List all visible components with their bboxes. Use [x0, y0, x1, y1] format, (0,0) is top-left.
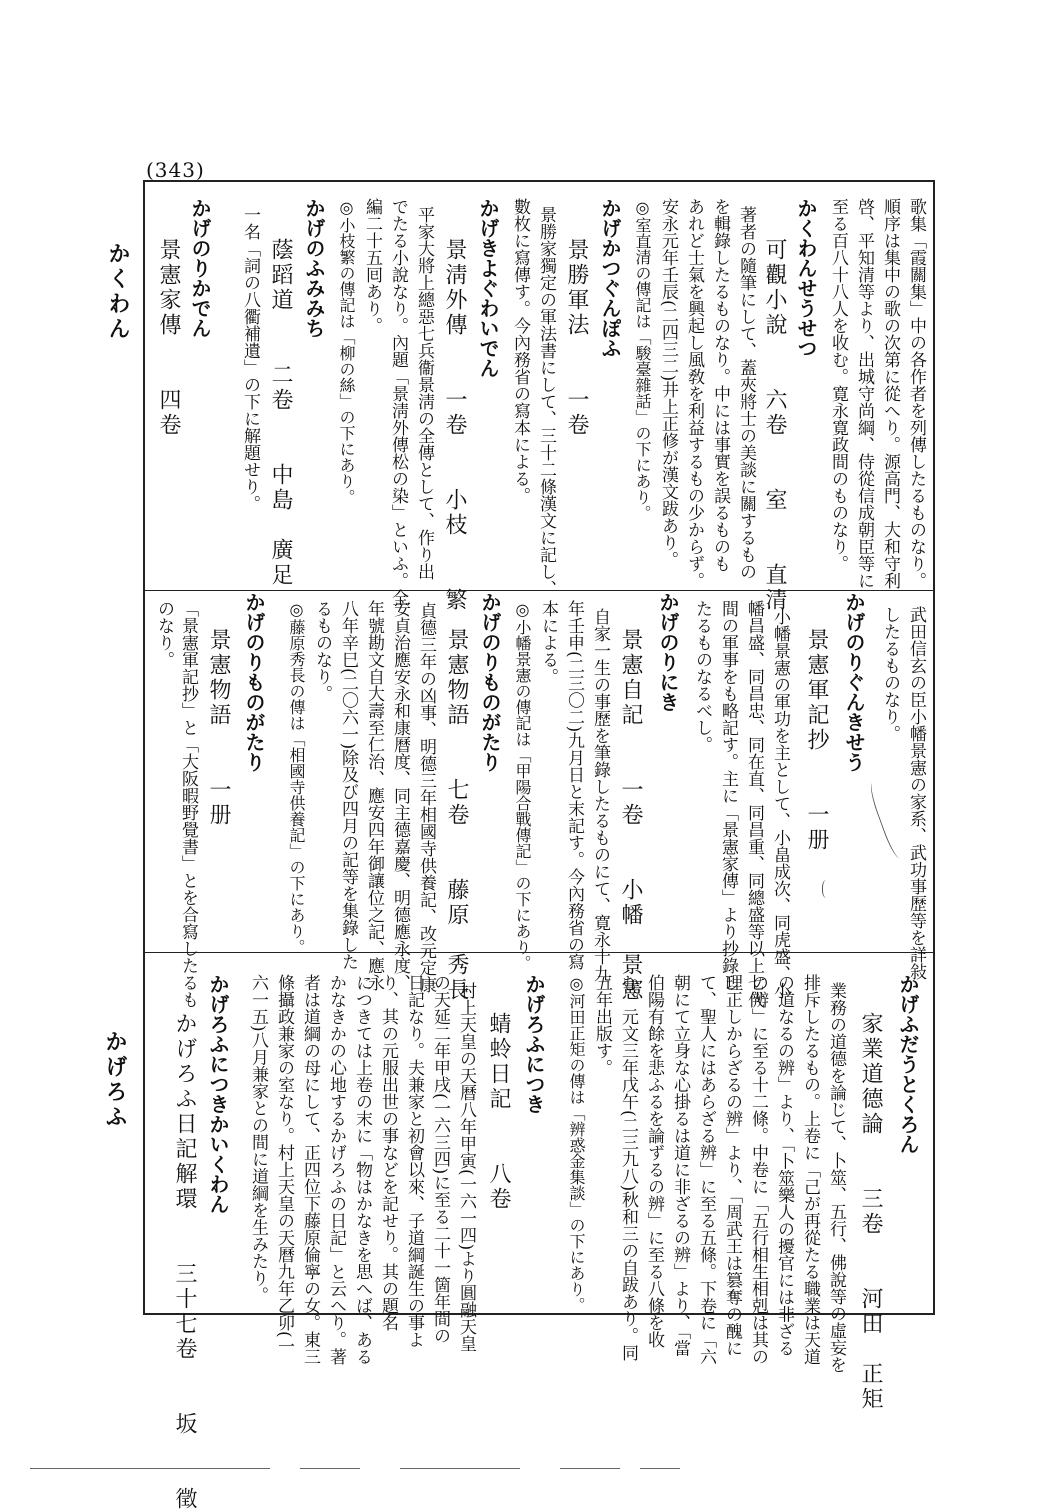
- footer-rule: [30, 1468, 270, 1469]
- entry-heading: かげのりかでん: [188, 198, 212, 338]
- entry-title: 景淸外傳 一卷 小枝 繁: [442, 238, 467, 613]
- text-column: 條攝政兼家の室なり。村上天皇の天曆九年乙卯(一: [274, 974, 294, 1355]
- text-column: 平家大將上總惡七兵衞景淸の全傳として、作り出: [414, 206, 434, 580]
- footer-rule: [640, 1468, 680, 1469]
- text-column: 村上天皇の天曆八年甲寅(一六一四)より圓融天皇: [456, 982, 476, 1353]
- text-column: 安永元年壬辰(二四三二)井上正修が漢文跋あり。: [658, 198, 678, 569]
- text-column: む。元文三年戊午(二三九八)秋和三の自跋あり。同: [618, 974, 638, 1362]
- text-column: 排斥したるもの。上卷に「己が再從たる職業は天道: [800, 974, 820, 1365]
- note: ◎藤原秀長の傳は「相國寺供養記」の下にあり。: [287, 600, 306, 955]
- text-column: 小幡景憲の軍功を主として、小畠成次、同虎盛、小: [770, 608, 790, 999]
- text-column: の道なるの辨」より、「卜筮樂人の擾官には非ざる: [774, 974, 794, 1357]
- text-column: 編二十五囘あり。: [362, 198, 382, 334]
- side-tab-kakuwan: かくわん: [105, 242, 131, 342]
- text-column: 伯陽有餘を悲ふるを論ずるの辨」に至る八條を收: [644, 974, 664, 1348]
- note: ◎室直清の傳記は「駿臺雜話」の下にあり。: [633, 198, 652, 521]
- entry-title: 景憲物語 一册: [206, 628, 231, 828]
- text-column: 八年辛巳(二〇六一)除及び四月の記等を集錄した: [338, 600, 358, 971]
- tier-divider-lower: [145, 952, 933, 953]
- text-column: 數枚に寫傳す。今內務省の寫本による。: [510, 198, 530, 504]
- entry-title: 家業道德論 三卷 河田 正矩: [858, 1012, 883, 1412]
- text-column: り、其の元服出世の事などを記せり。其の題名: [378, 974, 398, 1331]
- entry-heading: かげきよぐわいでん: [476, 198, 500, 378]
- text-column: 至る百八十八人を收む。寛永寛政間のものなり。: [828, 198, 848, 572]
- text-column: あれど士氣を興起し風敎を利益するもの少からず。: [684, 198, 704, 589]
- text-column: 著者の隨筆にして、蓋夾將士の美談に關するもの: [736, 206, 756, 580]
- note: ◎河田正矩の傳は「辨惑金集談」の下にあり。: [567, 974, 586, 1313]
- entry-title: 景憲自記 一卷 小幡 景憲: [618, 628, 643, 1003]
- text-column: 間の軍事をも略記す。主に「景憲家傳」より抄錄し: [718, 600, 738, 991]
- text-column: を輯錄したるものなり。中には事實を誤るものも: [710, 198, 730, 572]
- page-number: (343): [146, 158, 205, 182]
- text-column: 六一五)八月兼家との間に道綱を生みたり。: [248, 974, 268, 1304]
- entry-heading: かげのふみみち: [302, 198, 326, 338]
- pencil-mark: [822, 880, 833, 898]
- text-column: の天延二年甲戌(一六三四)に至る二十一箇年間の: [430, 974, 450, 1345]
- entry-heading: かげかつぐんぽふ: [598, 198, 622, 358]
- entry-title: 蜻蛉日記 八卷: [486, 1012, 511, 1212]
- entry-title: 可觀小說 六卷 室 直清: [762, 238, 787, 613]
- entry-title: 景憲家傳 四卷: [156, 238, 181, 438]
- text-column: 朝にて立身な心掛るは道に非ざるの辨」より、「當: [670, 974, 690, 1357]
- text-column: 貞德三年の凶事、明德三年相國寺供養記、改元定康: [416, 602, 436, 993]
- text-column: 幡昌盛、同昌忠、同在直、同昌重、同總盛等以上七代: [744, 600, 764, 1008]
- text-column: 歌集「霞關集」中の各作者を列傳したるものなり。: [906, 198, 926, 589]
- entry-heading: かげろふにつきかいくわん: [206, 974, 230, 1214]
- text-column: て、聖人にはあらざる辨」に至る五條。下卷に「六: [696, 974, 716, 1365]
- text-column: 自家一生の事歷を筆錄したるものにて、寛永十九: [590, 608, 610, 982]
- text-column: 安貞治應安永和康曆度、同主德嘉慶、明德應永度、: [390, 600, 410, 991]
- text-column: かなきかの心地するかげろふの日記」と云へり。著: [326, 974, 346, 1365]
- entry-heading: かげのりぐんきせう: [842, 592, 866, 772]
- text-column: るものなり。: [312, 600, 332, 702]
- text-column: 業務の道德を論じて、卜筮、五行、佛說等の虛妄を: [826, 982, 846, 1373]
- text-frame: [143, 180, 935, 1512]
- text-column: 武田信玄の臣小幡景憲の家系、武功事歷等を詳敍: [906, 606, 926, 980]
- text-column: 年號勘文自大壽至仁治、應安四年御讓位之記、應永: [364, 600, 384, 991]
- text-column: のなり。: [154, 600, 174, 668]
- entry-title: 景勝軍法 一卷: [564, 238, 589, 438]
- footer-rule: [560, 1468, 620, 1469]
- entry-title: 蔭蹈道 二卷 中島 廣足: [268, 238, 293, 588]
- footer-rule: [400, 1468, 520, 1469]
- text-column: でたる小說なり。內題「景淸外傳松の染」といふ。全: [388, 198, 408, 606]
- entry-heading: かくわんせうせつ: [794, 198, 818, 358]
- note: ◎小幡景憲の傳記は「甲陽合戰傳記」の下にあり。: [513, 600, 532, 971]
- text-column: 理正しからざるの辨」より、「周武王は篡奪の醜に: [722, 974, 742, 1357]
- entry-heading: かげふだうとくろん: [896, 974, 920, 1154]
- text-column: 年壬申(二三〇二)九月日と末記す。今內務省の寫: [564, 600, 584, 971]
- text-column: 一名「詞の八衢補遺」の下に解題せり。: [240, 206, 260, 512]
- text-column: 啓、平知清等より、出城守尚綱、侍從信成朝臣等に: [854, 198, 874, 589]
- side-tab-kagerou: かげろふ: [102, 1030, 128, 1130]
- entry-heading: かげのりものがたり: [242, 592, 266, 772]
- text-column: につきては上卷の末に「物はかなきを思へば、ある: [352, 974, 372, 1365]
- entry-title: 景憲物語 七卷 藤原 秀長: [444, 628, 469, 1003]
- footer-rule: [300, 1468, 360, 1469]
- entry-title: かげろふ日記解環 三十七卷 坂 徵: [172, 1012, 197, 1512]
- text-column: 者は道綱の母にして、正四位下藤原倫寧の女。東三: [300, 974, 320, 1365]
- text-column: 五年出版す。: [592, 974, 612, 1076]
- entry-title: 景憲軍記抄 一册: [804, 628, 829, 853]
- text-column: 順序は集中の歌の次第に從へり。源高門、大和守利: [880, 198, 900, 589]
- note: ◎小枝繁の傳記は「柳の絲」の下にあり。: [337, 198, 356, 505]
- text-column: 日記なり。夫兼家と初會以來、子道綱誕生の事よ: [404, 974, 424, 1348]
- text-column: 「景憲軍記抄」と「大阪暇野覺書」とを合寫したるも: [178, 600, 198, 1008]
- text-column: たるものなるべし。: [692, 600, 712, 753]
- text-column: 景勝家獨定の軍法書にして、三十二條漢文に記し、: [536, 206, 556, 597]
- text-column: 本による。: [538, 600, 558, 685]
- text-column: の辨」に至る十二條。中卷に「五行相生相剋は其の: [748, 974, 768, 1365]
- text-column: したるものなり。: [880, 606, 900, 742]
- entry-heading: かげのりものがたり: [478, 592, 502, 772]
- entry-heading: かげのりにき: [656, 592, 680, 712]
- entry-heading: かげろふにつき: [522, 974, 546, 1114]
